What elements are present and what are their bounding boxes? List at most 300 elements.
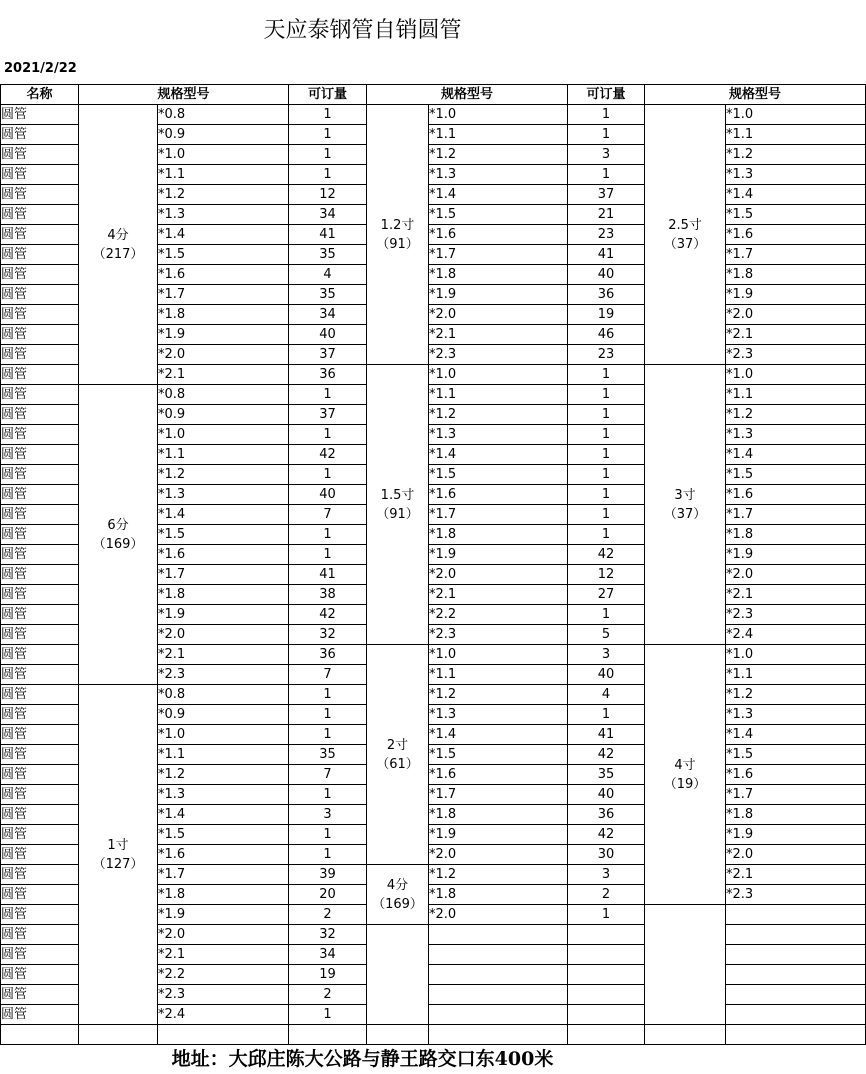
spec-cell [429,985,568,1005]
row-name: 圆管 [1,865,79,885]
spec-cell: *1.4 [429,185,568,205]
spec-cell: *2.1 [429,325,568,345]
qty-cell: 1 [568,485,645,505]
spec-cell: *1.3 [158,205,289,225]
group-total-label: （127） [92,856,144,872]
spec-cell: *2.0 [429,565,568,585]
row-name: 圆管 [1,505,79,525]
qty-cell: 1 [289,1005,367,1025]
qty-cell: 40 [568,785,645,805]
qty-cell: 34 [289,945,367,965]
qty-cell: 21 [568,205,645,225]
spec-cell: *1.3 [726,165,866,185]
row-name: 圆管 [1,705,79,725]
spec-cell: *1.0 [158,725,289,745]
qty-cell: 40 [289,485,367,505]
qty-cell: 27 [568,585,645,605]
spec-cell: *1.0 [158,425,289,445]
qty-cell: 42 [568,545,645,565]
row-name: 圆管 [1,845,79,865]
header-spec-3: 规格型号 [645,85,866,105]
spec-cell: *1.6 [429,765,568,785]
spec-cell: *1.1 [429,385,568,405]
row-name [1,1025,79,1045]
spec-cell: *1.2 [429,865,568,885]
row-name: 圆管 [1,165,79,185]
row-name: 圆管 [1,545,79,565]
qty-cell: 36 [568,805,645,825]
spec-cell [429,1005,568,1025]
date-label: 2021/2/22 [4,61,77,76]
group-cell [79,105,158,385]
qty-cell: 41 [289,565,367,585]
spec-cell: *2.0 [726,845,866,865]
spec-cell: *1.2 [429,145,568,165]
spec-cell: *1.8 [429,525,568,545]
address-footer: 地址：大邱庄陈大公路与静王路交口东400米 [171,1048,554,1070]
qty-cell: 41 [568,725,645,745]
spec-cell: *1.9 [429,545,568,565]
group-total-label: （169） [92,536,144,552]
spec-cell: *2.4 [726,625,866,645]
spec-cell: *1.5 [158,245,289,265]
qty-cell: 1 [568,105,645,125]
qty-cell: 42 [289,445,367,465]
spec-cell: *2.3 [429,345,568,365]
group-size-label: 1.5寸 [380,487,415,503]
spec-cell: *2.0 [429,305,568,325]
qty-cell: 32 [289,925,367,945]
row-name: 圆管 [1,425,79,445]
spec-cell: *1.5 [158,525,289,545]
group-total-label: （61） [376,756,419,772]
spec-cell: *2.0 [726,565,866,585]
spec-cell: *2.1 [726,865,866,885]
qty-cell: 3 [289,805,367,825]
group-size-label: 4分 [386,877,409,893]
group-cell [367,645,429,865]
spec-cell: *2.0 [158,625,289,645]
row-name: 圆管 [1,485,79,505]
blank-cell [568,1025,645,1045]
spec-cell: *1.1 [158,745,289,765]
spec-cell: *1.9 [158,605,289,625]
row-name: 圆管 [1,765,79,785]
group-total-label: （169） [372,896,423,912]
spec-cell: *1.6 [158,845,289,865]
qty-cell: 4 [568,685,645,705]
spec-cell: *1.6 [726,765,866,785]
group-total-label: （91） [376,236,419,252]
spec-cell: *0.9 [158,405,289,425]
spec-cell: *1.0 [429,105,568,125]
qty-cell: 39 [289,865,367,885]
qty-cell: 1 [289,425,367,445]
group-size-label: 3寸 [674,487,696,503]
row-name: 圆管 [1,945,79,965]
group-size-label: 6分 [107,517,129,533]
qty-cell: 1 [289,105,367,125]
qty-cell: 37 [289,405,367,425]
blank-cell [289,1025,367,1045]
qty-cell [568,965,645,985]
row-name: 圆管 [1,825,79,845]
spec-cell: *1.8 [429,885,568,905]
spec-cell: *1.8 [429,805,568,825]
row-name: 圆管 [1,325,79,345]
qty-cell [568,945,645,965]
group-size-label: 4分 [107,227,129,243]
header-name: 名称 [1,85,79,105]
qty-cell: 1 [289,545,367,565]
qty-cell: 1 [289,685,367,705]
qty-cell: 42 [568,745,645,765]
qty-cell: 7 [289,505,367,525]
qty-cell: 40 [568,665,645,685]
group-cell [645,645,726,905]
spec-cell: *1.5 [429,745,568,765]
spec-cell: *2.0 [429,845,568,865]
qty-cell: 36 [289,365,367,385]
spec-cell: *1.5 [726,745,866,765]
qty-cell: 35 [568,765,645,785]
qty-cell: 2 [568,885,645,905]
spec-cell: *1.0 [726,105,866,125]
qty-cell: 12 [568,565,645,585]
spec-cell: *1.8 [726,805,866,825]
spec-cell: *1.1 [429,665,568,685]
row-name: 圆管 [1,105,79,125]
qty-cell: 23 [568,225,645,245]
spec-cell: *1.2 [726,685,866,705]
qty-cell: 1 [568,465,645,485]
qty-cell: 3 [568,645,645,665]
spec-cell: *1.9 [429,825,568,845]
spec-cell: *2.1 [158,645,289,665]
spec-cell: *1.1 [726,385,866,405]
qty-cell [568,985,645,1005]
qty-cell: 5 [568,625,645,645]
spec-cell: *1.1 [726,665,866,685]
qty-cell [568,1005,645,1025]
blank-cell [367,1025,429,1045]
spec-cell: *1.4 [726,445,866,465]
spec-cell: *1.3 [158,485,289,505]
qty-cell: 1 [568,165,645,185]
row-name: 圆管 [1,265,79,285]
qty-cell: 35 [289,245,367,265]
group-cell [367,365,429,645]
spec-cell: *1.7 [429,785,568,805]
group-cell [645,365,726,645]
qty-cell: 46 [568,325,645,345]
row-name: 圆管 [1,145,79,165]
spec-cell [429,945,568,965]
group-cell [79,385,158,685]
spec-cell [429,965,568,985]
blank-cell [645,1025,726,1045]
row-name: 圆管 [1,745,79,765]
spec-cell: *2.3 [158,665,289,685]
spec-cell: *0.8 [158,105,289,125]
spec-cell: *1.4 [726,185,866,205]
group-cell [367,105,429,365]
qty-cell: 42 [568,825,645,845]
qty-cell: 1 [568,605,645,625]
spec-cell: *1.9 [726,285,866,305]
spec-cell: *1.1 [158,445,289,465]
group-size-label: 2寸 [386,737,409,753]
spec-cell: *1.4 [726,725,866,745]
qty-cell: 41 [568,245,645,265]
spec-cell: *2.1 [158,945,289,965]
row-name: 圆管 [1,625,79,645]
row-name: 圆管 [1,965,79,985]
row-name: 圆管 [1,285,79,305]
group-cell [367,925,429,1025]
table-row [1,105,866,125]
qty-cell: 30 [568,845,645,865]
spec-cell: *2.1 [158,365,289,385]
spec-cell: *1.9 [726,825,866,845]
qty-cell: 32 [289,625,367,645]
qty-cell: 34 [289,305,367,325]
spec-cell: *2.3 [726,605,866,625]
spec-cell: *1.8 [158,585,289,605]
spec-cell: *1.4 [158,505,289,525]
spec-cell: *1.7 [726,785,866,805]
spec-cell: *1.2 [726,145,866,165]
spec-cell: *2.0 [158,345,289,365]
row-name: 圆管 [1,385,79,405]
spec-cell: *1.1 [429,125,568,145]
spec-cell: *1.1 [158,165,289,185]
spec-cell: *2.1 [429,585,568,605]
spec-cell: *1.4 [429,725,568,745]
spec-cell: *1.6 [429,485,568,505]
spec-cell: *1.7 [158,285,289,305]
header-qty-1: 可订量 [289,85,367,105]
row-name: 圆管 [1,305,79,325]
row-name: 圆管 [1,645,79,665]
spec-cell: *1.2 [158,765,289,785]
group-total-label: （37） [663,236,707,252]
table-row [1,385,866,405]
row-name: 圆管 [1,445,79,465]
group-cell [645,905,726,1025]
group-size-label: 4寸 [674,757,696,773]
qty-cell: 1 [289,385,367,405]
table-header-row [1,85,866,105]
qty-cell: 42 [289,605,367,625]
spec-cell: *1.8 [726,525,866,545]
qty-cell: 2 [289,905,367,925]
spec-cell [726,925,866,945]
spec-cell: *1.9 [158,325,289,345]
row-name: 圆管 [1,365,79,385]
spec-cell [726,985,866,1005]
qty-cell: 41 [289,225,367,245]
group-size-label: 2.5寸 [668,217,702,233]
row-name: 圆管 [1,665,79,685]
group-total-label: （91） [376,506,419,522]
qty-cell: 1 [289,145,367,165]
spec-cell: *1.7 [158,865,289,885]
spec-cell: *2.3 [429,625,568,645]
spec-cell: *0.8 [158,385,289,405]
table-row [1,685,866,705]
qty-cell: 36 [289,645,367,665]
spec-cell: *1.2 [726,405,866,425]
spec-cell: *1.2 [158,465,289,485]
qty-cell: 1 [568,365,645,385]
blank-cell [726,1025,866,1045]
row-name: 圆管 [1,685,79,705]
row-name: 圆管 [1,245,79,265]
qty-cell: 12 [289,185,367,205]
spec-cell: *1.0 [726,365,866,385]
row-name: 圆管 [1,605,79,625]
qty-cell: 35 [289,285,367,305]
header-qty-2: 可订量 [568,85,645,105]
spec-cell: *2.2 [429,605,568,625]
qty-cell: 3 [568,865,645,885]
qty-cell: 20 [289,885,367,905]
spec-cell: *1.2 [158,185,289,205]
spec-cell: *1.0 [726,645,866,665]
qty-cell: 1 [289,725,367,745]
qty-cell: 1 [289,525,367,545]
spec-cell: *1.5 [429,465,568,485]
spec-cell: *2.4 [158,1005,289,1025]
group-size-label: 1.2寸 [380,217,415,233]
spec-cell: *1.9 [726,545,866,565]
header-spec-1: 规格型号 [79,85,289,105]
blank-cell [79,1025,158,1045]
spec-cell: *0.9 [158,125,289,145]
qty-cell: 36 [568,285,645,305]
spec-cell [726,905,866,925]
qty-cell: 1 [568,425,645,445]
spec-cell: *1.8 [158,885,289,905]
qty-cell: 19 [568,305,645,325]
qty-cell: 1 [289,165,367,185]
spec-cell: *1.5 [726,465,866,485]
table-row [1,1025,866,1045]
spec-cell: *1.0 [158,145,289,165]
spec-cell [726,945,866,965]
qty-cell: 38 [289,585,367,605]
spec-cell: *1.2 [429,685,568,705]
row-name: 圆管 [1,205,79,225]
group-cell [367,865,429,925]
spec-cell: *1.3 [726,705,866,725]
qty-cell: 1 [289,785,367,805]
spec-cell: *2.1 [726,325,866,345]
spec-cell: *1.7 [726,245,866,265]
spec-cell: *1.6 [158,265,289,285]
group-cell [645,105,726,365]
row-name: 圆管 [1,185,79,205]
qty-cell: 1 [568,905,645,925]
qty-cell: 1 [289,465,367,485]
qty-cell: 1 [289,825,367,845]
qty-cell: 4 [289,265,367,285]
qty-cell: 1 [289,845,367,865]
blank-cell [158,1025,289,1045]
row-name: 圆管 [1,905,79,925]
qty-cell: 3 [568,145,645,165]
spec-cell: *1.5 [726,205,866,225]
spec-cell: *1.4 [158,225,289,245]
spec-cell: *1.7 [726,505,866,525]
qty-cell: 7 [289,765,367,785]
spec-cell: *2.3 [726,345,866,365]
qty-cell: 2 [289,985,367,1005]
spec-cell: *1.5 [429,205,568,225]
spec-cell: *1.6 [158,545,289,565]
qty-cell: 1 [289,125,367,145]
row-name: 圆管 [1,985,79,1005]
qty-cell: 7 [289,665,367,685]
qty-cell: 35 [289,745,367,765]
row-name: 圆管 [1,465,79,485]
header-spec-2: 规格型号 [367,85,568,105]
group-cell [79,685,158,1025]
row-name: 圆管 [1,345,79,365]
qty-cell: 40 [289,325,367,345]
page-title: 天应泰钢管自销圆管 [263,18,462,43]
qty-cell: 40 [568,265,645,285]
spec-cell [429,925,568,945]
spec-cell: *0.8 [158,685,289,705]
spec-cell: *0.9 [158,705,289,725]
group-total-label: （217） [92,246,144,262]
spec-cell: *2.0 [429,905,568,925]
spec-cell: *2.0 [726,305,866,325]
row-name: 圆管 [1,885,79,905]
qty-cell: 37 [568,185,645,205]
spec-cell: *1.3 [429,705,568,725]
spec-cell: *2.2 [158,965,289,985]
spec-cell: *2.3 [158,985,289,1005]
qty-cell: 19 [289,965,367,985]
spec-cell: *1.5 [158,825,289,845]
group-total-label: （19） [663,776,707,792]
spec-cell [726,1005,866,1025]
row-name: 圆管 [1,525,79,545]
spec-cell: *2.0 [158,925,289,945]
spec-cell: *1.1 [726,125,866,145]
spec-cell: *1.7 [429,245,568,265]
qty-cell [568,925,645,945]
spec-cell: *2.1 [726,585,866,605]
qty-cell: 1 [568,705,645,725]
inventory-table [0,84,866,1045]
row-name: 圆管 [1,125,79,145]
qty-cell: 1 [568,125,645,145]
table-body [1,105,866,1045]
row-name: 圆管 [1,785,79,805]
qty-cell: 37 [289,345,367,365]
spec-cell: *1.0 [429,645,568,665]
spec-cell [726,965,866,985]
qty-cell: 34 [289,205,367,225]
spec-cell: *1.6 [726,225,866,245]
row-name: 圆管 [1,565,79,585]
spec-cell: *1.6 [726,485,866,505]
spec-cell: *1.8 [158,305,289,325]
